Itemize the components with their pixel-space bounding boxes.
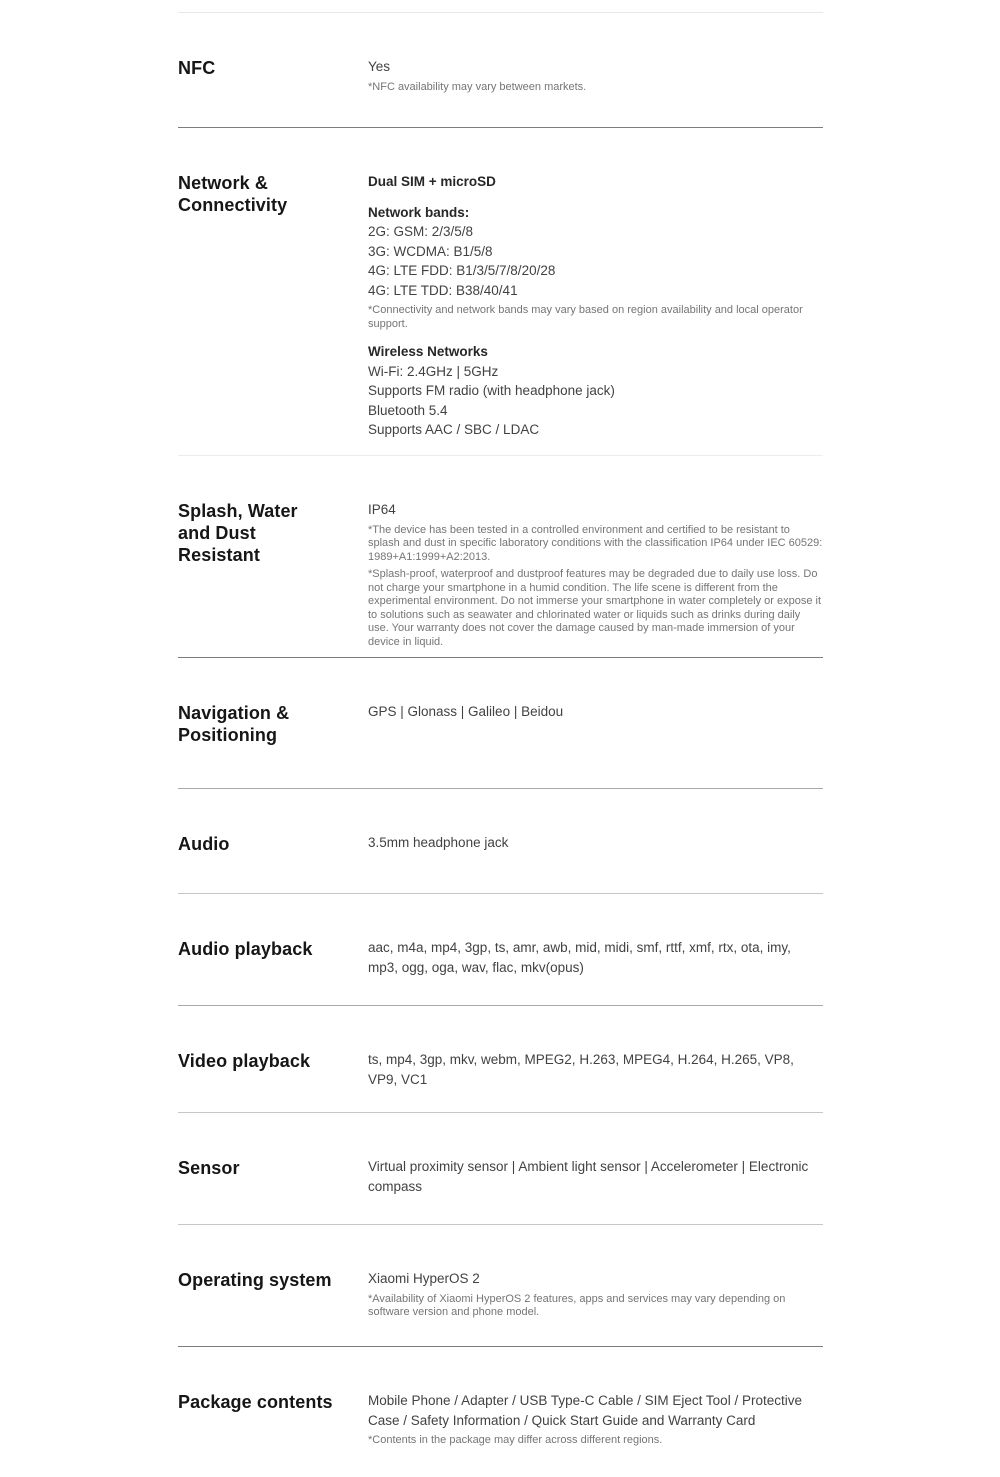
- spec-value: IP64: [368, 502, 396, 517]
- spec-label: Video playback: [178, 1051, 311, 1071]
- spec-value-col: [368, 172, 823, 440]
- spec-value: Bluetooth 5.4: [368, 402, 448, 418]
- spec-label: Audio: [178, 834, 230, 854]
- spec-value: Mobile Phone / Adapter / USB Type-C Cable / SIM Eject Tool / Protective Case / Safety Information / Quick Start Guide and Warranty Card: [368, 1393, 802, 1428]
- spec-value-col: [368, 500, 823, 649]
- spec-value: Supports FM radio (with headphone jack): [368, 383, 615, 398]
- spec-label: NFC: [178, 58, 216, 78]
- spec-label-col: [178, 172, 368, 216]
- spec-row-sensor: [178, 1113, 823, 1224]
- spec-row-audio-playback: [178, 894, 823, 1005]
- spec-row-splash-water-dust: [178, 456, 823, 657]
- spec-value: 4G: LTE FDD: B1/3/5/7/8/20/28: [368, 263, 556, 278]
- spec-value: Wi-Fi: 2.4GHz | 5GHz: [368, 363, 499, 379]
- spec-label: Package contents: [178, 1392, 333, 1412]
- spec-label: Network & Connectivity: [178, 173, 288, 215]
- spec-value: Xiaomi HyperOS 2: [368, 1271, 480, 1286]
- spec-label-col: [178, 500, 368, 566]
- spec-subhead: Wireless Networks: [368, 344, 488, 359]
- spec-value: 3.5mm headphone jack: [368, 835, 509, 850]
- spec-footnote: *Connectivity and network bands may vary based on region availability and local operator support.: [368, 304, 803, 330]
- spec-value-col: [368, 702, 823, 722]
- spec-label-col: [178, 1269, 368, 1291]
- spec-footnote: *The device has been tested in a controlled environment and certified to be resistant to splash and dust in specific laboratory conditions with the classification IP64 under IEC 60529: 1989+A1:1999+A2:2013.: [368, 523, 823, 563]
- spec-label-col: [178, 833, 368, 855]
- spec-label-col: [178, 702, 368, 746]
- spec-value: Virtual proximity sensor | Ambient light sensor | Accelerometer | Electronic compass: [368, 1159, 809, 1194]
- spec-value-col: [368, 938, 823, 977]
- spec-value: 3G: WCDMA: B1/5/8: [368, 243, 493, 259]
- spec-value-col: [368, 833, 823, 853]
- spec-label-col: [178, 1157, 368, 1179]
- spec-label-col: [178, 57, 368, 79]
- spec-value: aac, m4a, mp4, 3gp, ts, amr, awb, mid, midi, smf, rttf, xmf, rtx, ota, imy, mp3, ogg, oga, wav, flac, mkv(opus): [368, 940, 791, 975]
- spec-value: Supports AAC / SBC / LDAC: [368, 422, 540, 437]
- spec-label: Operating system: [178, 1270, 332, 1290]
- spec-label: Sensor: [178, 1158, 240, 1178]
- spec-row-operating-system: [178, 1225, 823, 1346]
- spec-label-col: [178, 1391, 368, 1413]
- spec-footnote: *Contents in the package may differ across different regions.: [368, 1434, 663, 1446]
- spec-subhead: Network bands:: [368, 204, 470, 220]
- spec-value: 2G: GSM: 2/3/5/8: [368, 224, 474, 239]
- spec-value: ts, mp4, 3gp, mkv, webm, MPEG2, H.263, MPEG4, H.264, H.265, VP8, VP9, VC1: [368, 1052, 794, 1087]
- spec-row-network-connectivity: [178, 128, 823, 455]
- spec-value: GPS | Glonass | Galileo | Beidou: [368, 704, 564, 719]
- spec-row-nfc: [178, 13, 823, 127]
- spec-subhead: Dual SIM + microSD: [368, 174, 496, 189]
- spec-row-audio: [178, 789, 823, 893]
- spec-footnote: *Availability of Xiaomi HyperOS 2 features, apps and services may vary depending on software version and phone model.: [368, 1292, 786, 1318]
- spec-footnote: *Splash-proof, waterproof and dustproof features may be degraded due to daily use loss. Do not charge your smartphone in a humid condition. The life scene is different from the experimental environment. Do not immerse your smartphone in water completely or expose it to solutions such as seawater and chlorinated water or liquids such as drinks during daily use. Your warranty does not cover the damage caused by man-made immersion of your device in liquid.: [368, 568, 822, 648]
- spec-label-col: [178, 938, 368, 960]
- spec-row-video-playback: [178, 1006, 823, 1112]
- spec-row-navigation-positioning: [178, 658, 823, 788]
- spec-value-col: [368, 1050, 823, 1089]
- spec-footnote: *NFC availability may vary between markets.: [368, 80, 587, 93]
- spec-value: Yes: [368, 59, 391, 74]
- spec-value-col: [368, 57, 823, 94]
- spec-value-col: [368, 1391, 823, 1448]
- spec-row-package-contents: [178, 1347, 823, 1477]
- spec-label-col: [178, 1050, 368, 1072]
- spec-label: Navigation & Positioning: [178, 703, 290, 745]
- spec-table: [178, 0, 823, 1477]
- spec-value-col: [368, 1157, 823, 1196]
- spec-value: 4G: LTE TDD: B38/40/41: [368, 282, 518, 298]
- spec-value-col: [368, 1269, 823, 1320]
- spec-label: Audio playback: [178, 939, 313, 959]
- spec-label: Splash, Water and Dust Resistant: [178, 501, 298, 565]
